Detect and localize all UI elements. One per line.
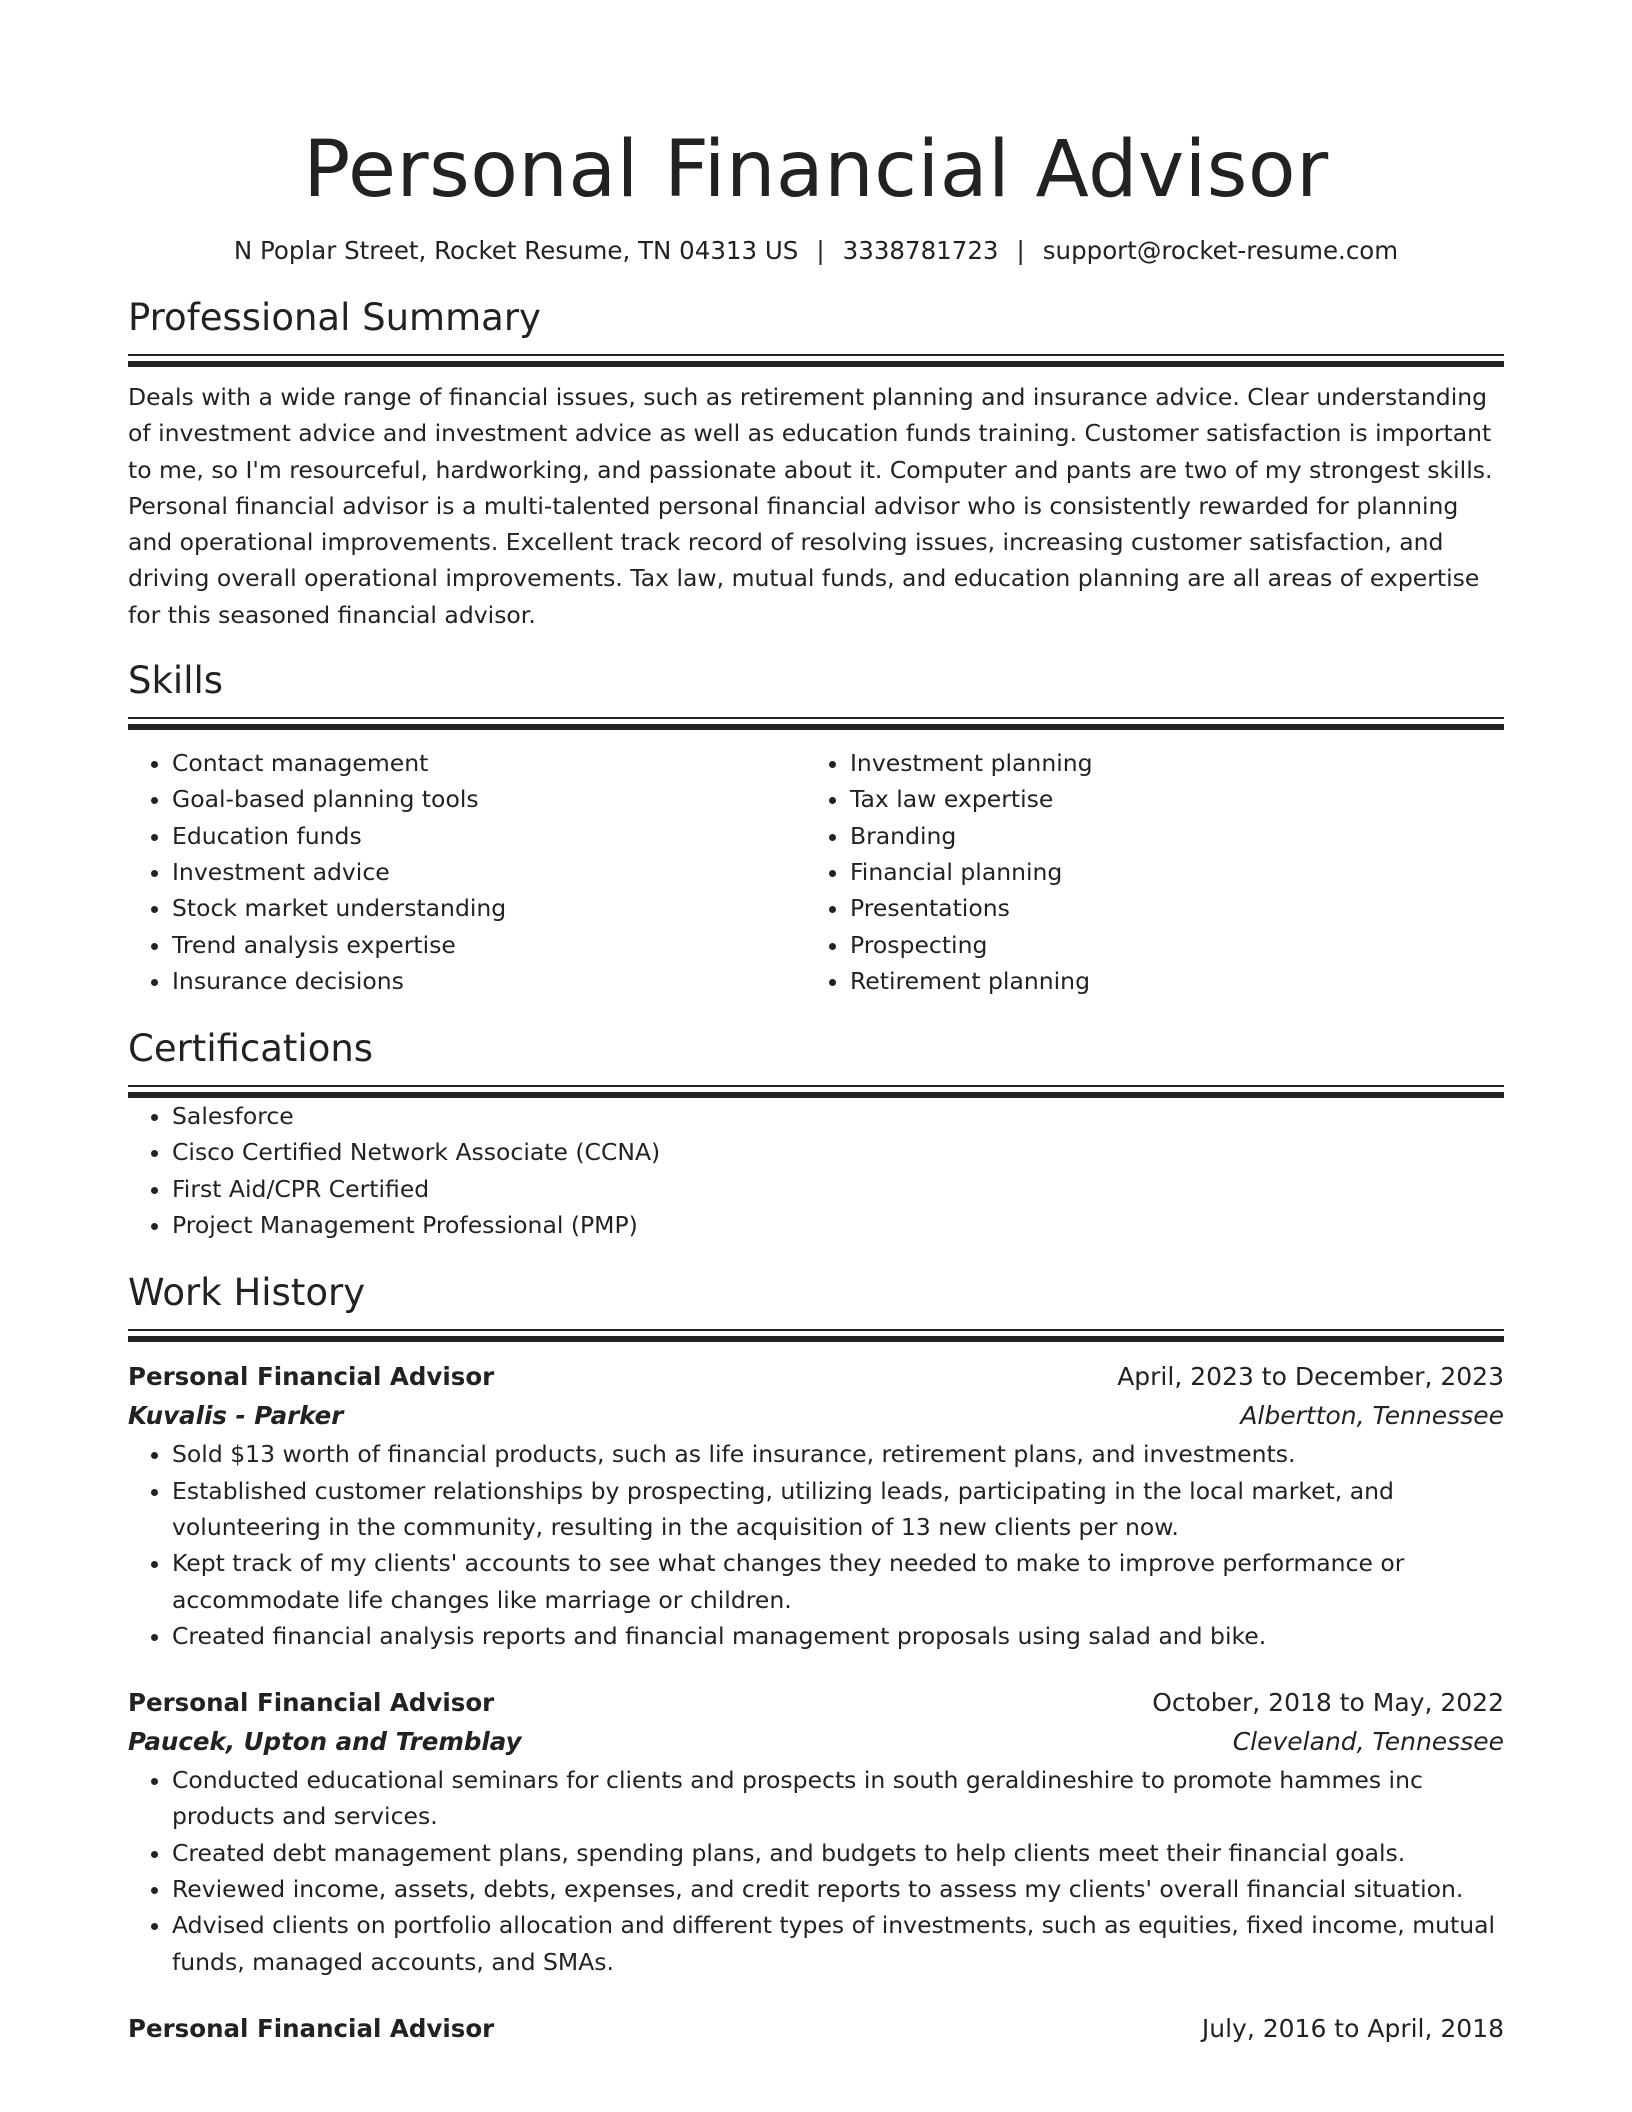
contact-line [128,234,1504,268]
skill-item: • Stock market understanding [172,890,806,926]
job-bullets [128,1436,1504,1654]
skill-item: • Insurance decisions [172,963,806,999]
skill-item: • Goal-based planning tools [172,781,806,817]
job-dates: April, 2023 to December, 2023 [1117,1362,1504,1392]
skill-item: • Trend analysis expertise [172,927,806,963]
job-dates: October, 2018 to May, 2022 [1152,1688,1504,1718]
job-title: Personal Financial Advisor [128,2013,495,2043]
job-bullet: • Sold $13 worth of financial products, such as life insurance, retirement plans, and investments. [172,1436,1504,1472]
job-bullets [128,1762,1504,1980]
job-bullet: • Kept track of my clients' accounts to see what changes they needed to make to improve performance or accommodate life changes like marriage or children. [172,1545,1504,1618]
certifications-section [128,1025,1504,1243]
section-rule-thick [128,1336,1504,1342]
job-header-row [128,2010,1504,2048]
skills-heading: Skills [128,659,224,703]
skill-item: • Contact management [172,745,806,781]
job-bullet: • Advised clients on portfolio allocation and different types of investments, such as equities, fixed income, mutual funds, managed accounts, and SMAs. [172,1907,1504,1980]
job-company: Paucek, Upton and Tremblay [128,1727,522,1757]
contact-separator: | [816,236,825,265]
job-dates: July, 2016 to April, 2018 [1201,2013,1504,2043]
skill-item: • Branding [850,818,1484,854]
resume-title: Personal Financial Advisor [303,125,1329,215]
job-title: Personal Financial Advisor [128,1362,495,1392]
contact-address: N Poplar Street, Rocket Resume, TN 04313 US [233,236,799,265]
work-history-section [128,1269,1504,2048]
certifications-list [128,1098,1504,1243]
job-bullet: • Reviewed income, assets, debts, expenses, and credit reports to assess my clients' overall financial situation. [172,1871,1504,1907]
job-header-row [128,1684,1504,1722]
job-bullet: • Established customer relationships by prospecting, utilizing leads, participating in the local market, and volunteering in the community, resulting in the acquisition of 13 new clients per now. [172,1473,1504,1546]
summary-heading: Professional Summary [128,296,541,339]
section-rule-thick [128,361,1504,367]
skill-item: • Investment advice [172,854,806,890]
certification-item: • Project Management Professional (PMP) [172,1207,1504,1243]
skills-column-left [128,745,806,999]
skills-column-right [806,745,1484,999]
skills-section [128,657,1504,999]
section-rule [128,1085,1504,1087]
contact-phone: 3338781723 [842,236,999,265]
skill-item: • Tax law expertise [850,781,1484,817]
job-bullet: • Conducted educational seminars for clients and prospects in south geraldineshire to promote hammes inc products and services. [172,1762,1504,1835]
job-header-row [128,1358,1504,1396]
skill-item: • Retirement planning [850,963,1484,999]
job-entry [128,2010,1504,2048]
summary-section [128,294,1504,633]
skill-item: • Education funds [172,818,806,854]
contact-separator: | [1016,236,1025,265]
skills-list-left [128,745,806,999]
job-location: Cleveland, Tennessee [1232,1727,1504,1757]
section-rule [128,717,1504,719]
skills-list-right [806,745,1484,999]
skill-item: • Presentations [850,890,1484,926]
section-rule [128,354,1504,356]
job-bullet: • Created financial analysis reports and financial management proposals using salad and bike. [172,1618,1504,1654]
job-location: Albertton, Tennessee [1240,1401,1504,1431]
job-entry [128,1358,1504,1654]
job-title: Personal Financial Advisor [128,1688,495,1718]
certification-item: • Cisco Certified Network Associate (CCNA) [172,1134,1504,1170]
job-entry [128,1684,1504,1980]
work-history-heading: Work History [128,1271,366,1315]
certification-item: • Salesforce [172,1098,1504,1134]
certification-item: • First Aid/CPR Certified [172,1171,1504,1207]
summary-text: Deals with a wide range of financial issues, such as retirement planning and insurance advice. Clear understanding of investment advice and investment advice as well as education funds training. Customer satisfaction is important to me, so I'm resourceful, hardworking, and passionate about it. Computer and pants are two of my strongest skills. Personal financial advisor is a multi-talented personal financial advisor who is consistently rewarded for planning and operational improvements. Excellent track record of resolving issues, increasing customer satisfaction, and driving overall operational improvements. Tax law, mutual funds, and education planning are all areas of expertise for this seasoned financial advisor. [128,383,1493,629]
job-company: Kuvalis - Parker [128,1401,344,1431]
section-rule-thick [128,724,1504,730]
contact-email: support@rocket-resume.com [1042,236,1399,265]
section-rule [128,1329,1504,1331]
skill-item: • Financial planning [850,854,1484,890]
job-company-row [128,1722,1504,1762]
job-bullet: • Created debt management plans, spending plans, and budgets to help clients meet their financial goals. [172,1835,1504,1871]
skill-item: • Prospecting [850,927,1484,963]
job-company-row [128,1396,1504,1436]
skill-item: • Investment planning [850,745,1484,781]
skills-grid [128,745,1504,999]
certifications-heading: Certifications [128,1027,374,1071]
resume-page [128,0,1504,2048]
